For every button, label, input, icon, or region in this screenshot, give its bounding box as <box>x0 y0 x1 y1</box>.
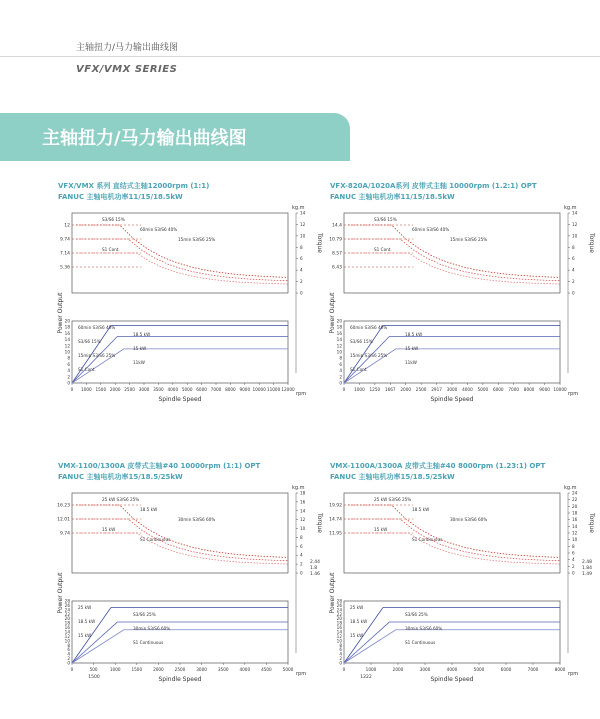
torque-left-tick: 6.43 <box>331 265 342 271</box>
power-annotation: 11kW <box>405 360 417 365</box>
torque-curve <box>348 519 560 561</box>
power-tick-label: 4 <box>67 368 70 374</box>
power-tick-label: 16 <box>64 330 70 336</box>
torque-curve <box>76 519 288 561</box>
torque-right-tick-label: 0 <box>300 290 303 296</box>
x-tick-label: 5000 <box>477 387 489 392</box>
power-annotation: 11kW <box>133 360 145 365</box>
x-tick-label: 3500 <box>217 667 229 672</box>
torque-left-tick: 5.36 <box>59 265 70 271</box>
rpm-unit: rpm <box>296 671 307 677</box>
x-tick-label: 2500 <box>124 387 135 392</box>
torque-right-tick-label: 14 <box>572 523 578 529</box>
chart-1 <box>58 181 328 403</box>
power-plot-frame <box>72 601 288 663</box>
power-curve <box>72 630 288 663</box>
chart-title-1: VFX/VMX 系列 直结式主轴12000rpm (1:1) <box>58 182 210 190</box>
torque-left-tick: 10.79 <box>329 237 342 243</box>
power-annotation: S1 Continuous <box>405 640 436 645</box>
power-tick-label: 20 <box>336 318 342 324</box>
chart-subtitle-1: FANUC 主轴电机功率11/15/18.5kW <box>58 193 183 201</box>
x-tick-label: 12000 <box>281 387 295 392</box>
torque-right-tick-label: 10 <box>572 537 578 543</box>
power-curve <box>72 608 288 663</box>
torque-axis-label: Torque <box>316 233 323 253</box>
x-tick-label: 10000 <box>553 387 567 392</box>
power-annotation: 15 kW <box>350 633 364 638</box>
x-tick-label: 1000 <box>354 387 365 392</box>
power-annotation: 18.5 kW <box>405 332 423 337</box>
torque-right-tick-label: 4 <box>300 267 303 273</box>
power-tick-label: 10 <box>64 349 70 355</box>
torque-annotation: S1 Cont. <box>374 247 392 252</box>
x-tick-label: 3000 <box>196 667 207 672</box>
power-tick-label: 6 <box>67 361 70 367</box>
power-annotation: 18.5 kW <box>78 619 96 624</box>
torque-right-tick-label: 6 <box>572 550 575 556</box>
power-tick-label: 28 <box>64 598 70 604</box>
power-tick-label: 0 <box>67 380 70 386</box>
torque-curve <box>76 239 288 281</box>
x-tick-label: 9000 <box>239 387 251 392</box>
torque-right-tick-label: 16 <box>572 517 578 523</box>
power-axis-label: Power Output <box>329 572 336 614</box>
power-curve <box>344 630 560 663</box>
power-plot-frame <box>344 601 560 663</box>
x-tick-label: 4000 <box>446 667 458 672</box>
power-annotation: 15 kW <box>78 633 92 638</box>
power-tick-label: 12 <box>336 343 342 349</box>
chart-subtitle-3: FANUC 主轴电机功率15/18.5/25kW <box>58 473 183 481</box>
power-tick-label: 22 <box>64 611 70 617</box>
power-tick-label: 6 <box>339 647 342 653</box>
power-plot-frame <box>72 321 288 383</box>
torque-right-tick-label: 22 <box>572 497 578 503</box>
power-tick-label: 2 <box>67 656 70 662</box>
torque-right-tick-label: 2 <box>300 561 303 567</box>
torque-annotation: 15 kW <box>102 527 116 532</box>
power-tick-label: 14 <box>64 337 70 343</box>
torque-right-tick-label: 16 <box>300 499 306 505</box>
torque-left-tick: 12.01 <box>57 517 70 523</box>
torque-left-tick: 19.92 <box>329 503 342 509</box>
x-tick-label: 1250 <box>369 387 381 392</box>
x-tick-label: 11000 <box>266 387 281 392</box>
x-tick-label: 6000 <box>492 387 504 392</box>
torque-axis-label: Torque <box>588 233 595 253</box>
power-tick-label: 12 <box>336 633 342 639</box>
power-tick-label: 16 <box>336 330 342 336</box>
torque-right-tick-label: 4 <box>572 557 575 563</box>
x-tick-label: 1667 <box>384 387 396 392</box>
rpm-unit: rpm <box>568 671 579 677</box>
torque-right-tick-label: 10 <box>300 233 306 239</box>
power-tick-label: 18 <box>64 620 70 626</box>
power-tick-label: 16 <box>64 625 70 631</box>
power-annotation: 15min S3/S6 25% <box>350 353 388 358</box>
x-axis-label: Spindle Speed <box>158 676 202 683</box>
x-tick-label: 1000 <box>109 667 121 672</box>
power-tick-label: 8 <box>339 642 342 648</box>
chart-plot-2 <box>330 203 600 403</box>
x-tick-label: 3000 <box>138 387 150 392</box>
torque-curve <box>348 239 560 281</box>
x-axis-label: Spindle Speed <box>158 396 202 403</box>
torque-right-tick-label: 6 <box>572 256 575 262</box>
x-tick-label: 2000 <box>392 667 404 672</box>
x-tick-label: 3500 <box>153 387 164 392</box>
power-tick-label: 12 <box>64 633 70 639</box>
power-curve <box>72 337 288 384</box>
power-curve <box>344 337 560 384</box>
torque-right-tick-label: 8 <box>300 534 303 540</box>
torque-annotation: 30min S3/S6 60% <box>450 517 488 522</box>
x-tick-label: 7000 <box>508 387 520 392</box>
power-annotation: S3/S6 25% <box>133 612 156 617</box>
x-tick-label: 0 <box>342 667 346 672</box>
torque-right-tick-label: 6 <box>300 543 303 549</box>
power-annotation: 18.5 kW <box>350 619 368 624</box>
x-tick-label: 8000 <box>554 667 566 672</box>
x-tick-label: 1000 <box>81 387 92 392</box>
page-title: 主轴扭力/马力输出曲线图 <box>42 128 247 149</box>
x-tick-label: 1500 <box>131 667 143 672</box>
x-tick-label: 1000 <box>365 667 377 672</box>
torque-right-tick-label: 18 <box>572 510 578 516</box>
torque-annotation: 60min S3/S6 40% <box>412 227 450 232</box>
x-tick-label: 5000 <box>181 387 193 392</box>
power-tick-label: 8 <box>339 355 342 361</box>
x-tick-label: 6000 <box>196 387 207 392</box>
x-tick-label: 2000 <box>153 667 164 672</box>
x-tick-label: 7000 <box>527 667 539 672</box>
power-tick-label: 18 <box>336 324 342 330</box>
power-tick-label: 4 <box>339 368 342 374</box>
x-tick-label: 8000 <box>225 387 236 392</box>
torque-right-tick-label: 12 <box>572 530 578 536</box>
power-tick-label: 16 <box>336 625 342 631</box>
power-tick-label: 2 <box>339 656 342 662</box>
torque-axis-label: Torque <box>316 513 323 533</box>
power-annotation: S1 Continuous <box>133 640 164 645</box>
power-tick-label: 4 <box>67 651 70 657</box>
torque-right-tick-label: 14 <box>300 210 306 216</box>
torque-right-tick-label: 0 <box>572 570 575 576</box>
torque-annotation: S1 Cont. <box>102 247 120 252</box>
torque-left-tick: 12 <box>64 223 70 229</box>
torque-right-tick-label: 12 <box>572 221 578 227</box>
torque-right-tick-label: 20 <box>572 503 578 509</box>
power-axis-label: Power Output <box>329 292 336 334</box>
x-tick-label: 4500 <box>261 667 272 672</box>
power-axis-label: Power Output <box>57 572 64 614</box>
torque-end-value: 1.84 <box>582 566 593 571</box>
torque-annotation: 15 kW <box>374 527 388 532</box>
power-annotation: S1 Cont. <box>350 367 368 372</box>
x-tick-label: 500 <box>89 667 98 672</box>
x-tick-label: 0 <box>342 387 346 392</box>
torque-right-tick-label: 8 <box>572 244 575 250</box>
kgm-unit: kg.m <box>564 485 577 491</box>
power-annotation: 30min S3/S6 60% <box>133 626 171 631</box>
torque-left-tick: 8.57 <box>331 251 342 257</box>
torque-annotation: 15min S3/S6 25% <box>178 237 216 242</box>
x-tick-label: 9000 <box>539 387 550 392</box>
torque-right-tick-label: 8 <box>300 244 303 250</box>
chart-plot-3 <box>58 483 328 683</box>
power-tick-label: 0 <box>339 380 342 386</box>
power-tick-label: 26 <box>336 602 342 608</box>
x-tick-label: 5000 <box>473 667 485 672</box>
torque-end-value: 2.48 <box>582 560 593 565</box>
power-annotation: 60min S3/S6 40% <box>350 325 388 330</box>
kgm-unit: kg.m <box>292 205 305 211</box>
torque-end-value: 1.49 <box>582 572 593 577</box>
power-tick-label: 28 <box>336 598 342 604</box>
rpm-unit: rpm <box>296 391 307 397</box>
chart-title-4: VMX-1100A/1300A 皮带式主轴#40 8000rpm (1.23:1) OPT <box>330 462 546 470</box>
power-annotation: 15 kW <box>405 346 419 351</box>
torque-annotation: 30min S3/S6 60% <box>178 517 216 522</box>
torque-left-tick: 9.74 <box>59 237 70 243</box>
x-marker-label: 1500 <box>88 675 100 680</box>
torque-left-tick: 14.74 <box>329 517 342 523</box>
x-axis-label: Spindle Speed <box>430 676 474 683</box>
x-marker-label: 1222 <box>360 675 372 680</box>
torque-annotation: S1 Continuous <box>412 537 443 542</box>
chart-2 <box>330 181 600 403</box>
x-tick-label: 10000 <box>252 387 266 392</box>
torque-annotation: 18.5 kW <box>140 507 158 512</box>
power-tick-label: 0 <box>67 660 70 666</box>
x-tick-label: 0 <box>70 667 74 672</box>
torque-right-tick-label: 18 <box>300 490 306 496</box>
power-tick-label: 18 <box>336 620 342 626</box>
power-tick-label: 10 <box>336 349 342 355</box>
torque-right-tick-label: 2 <box>300 279 303 285</box>
power-annotation: 15 kW <box>133 346 147 351</box>
power-annotation: 25 kW <box>350 605 364 610</box>
series-label: VFX/VMX SERIES <box>76 64 178 75</box>
power-annotation: 15min S3/S6 25% <box>78 353 116 358</box>
chart-subtitle-2: FANUC 主轴电机功率11/15/18.5kW <box>330 193 455 201</box>
power-tick-label: 6 <box>67 647 70 653</box>
power-tick-label: 22 <box>336 611 342 617</box>
torque-axis-label: Torque <box>588 513 595 533</box>
power-tick-label: 4 <box>339 651 342 657</box>
power-tick-label: 14 <box>64 629 70 635</box>
x-tick-label: 4000 <box>462 387 473 392</box>
x-tick-label: 1500 <box>95 387 107 392</box>
x-tick-label: 4000 <box>167 387 179 392</box>
chart-subtitle-4: FANUC 主轴电机功率15/18.5/25kW <box>330 473 455 481</box>
torque-right-tick-label: 4 <box>300 552 303 558</box>
torque-left-tick: 9.74 <box>59 531 70 537</box>
x-axis-label: Spindle Speed <box>430 396 474 403</box>
power-tick-label: 2 <box>67 374 70 380</box>
torque-left-tick: 16.23 <box>57 503 70 509</box>
power-annotation: S1 Cont. <box>78 367 96 372</box>
torque-annotation: 15min S3/S6 25% <box>450 237 488 242</box>
x-tick-label: 5000 <box>282 667 294 672</box>
power-axis-label: Power Output <box>57 292 64 334</box>
chart-3 <box>58 461 328 683</box>
power-tick-label: 0 <box>339 660 342 666</box>
power-tick-label: 10 <box>64 638 70 644</box>
torque-right-tick-label: 4 <box>572 267 575 273</box>
torque-annotation: S3/S6 15% <box>102 217 125 222</box>
power-tick-label: 6 <box>339 361 342 367</box>
power-annotation: 30min S3/S6 60% <box>405 626 443 631</box>
power-tick-label: 20 <box>336 616 342 622</box>
torque-annotation: S1 Continuous <box>140 537 171 542</box>
power-tick-label: 20 <box>64 318 70 324</box>
power-tick-label: 24 <box>64 607 70 613</box>
power-tick-label: 8 <box>67 642 70 648</box>
breadcrumb: 主轴扭力/马力输出曲线图 <box>76 43 179 53</box>
x-tick-label: 4000 <box>239 667 251 672</box>
torque-right-tick-label: 14 <box>572 210 578 216</box>
power-tick-label: 8 <box>67 355 70 361</box>
x-tick-label: 2000 <box>109 387 121 392</box>
torque-right-tick-label: 0 <box>572 290 575 296</box>
torque-right-tick-label: 14 <box>300 508 306 514</box>
x-tick-label: 2500 <box>174 667 186 672</box>
torque-right-tick-label: 2 <box>572 563 575 569</box>
torque-right-tick-label: 10 <box>300 526 306 532</box>
torque-left-tick: 11.95 <box>329 531 342 537</box>
power-annotation: 18.5 kW <box>133 332 151 337</box>
x-tick-label: 0 <box>70 387 74 392</box>
x-tick-label: 3000 <box>419 667 431 672</box>
chart-plot-4 <box>330 483 600 683</box>
power-curve <box>344 608 560 663</box>
power-annotation: 25 kW <box>78 605 92 610</box>
power-tick-label: 24 <box>336 607 342 613</box>
power-annotation: 60min S3/S6 40% <box>78 325 116 330</box>
torque-end-value: 1.46 <box>310 572 321 577</box>
torque-right-tick-label: 10 <box>572 233 578 239</box>
power-plot-frame <box>344 321 560 383</box>
x-tick-label: 6000 <box>500 667 512 672</box>
x-tick-label: 8000 <box>523 387 535 392</box>
x-tick-label: 2500 <box>415 387 427 392</box>
torque-right-tick-label: 8 <box>572 543 575 549</box>
power-tick-label: 10 <box>336 638 342 644</box>
torque-end-value: 1.8 <box>310 566 318 571</box>
power-tick-label: 18 <box>64 324 70 330</box>
torque-right-tick-label: 0 <box>300 570 303 576</box>
chart-plot-1 <box>58 203 328 403</box>
kgm-unit: kg.m <box>292 485 305 491</box>
power-tick-label: 12 <box>64 343 70 349</box>
x-tick-label: 3000 <box>446 387 458 392</box>
torque-right-tick-label: 2 <box>572 279 575 285</box>
chart-title-2: VFX-820A/1020A系列 皮带式主轴 10000rpm (1.2:1) OPT <box>330 182 537 190</box>
torque-right-tick-label: 6 <box>300 256 303 262</box>
torque-right-tick-label: 24 <box>572 490 578 496</box>
x-tick-label: 7000 <box>210 387 222 392</box>
torque-left-tick: 7.14 <box>59 251 70 257</box>
torque-annotation: 25 kW S3/S6 25% <box>374 497 412 502</box>
power-tick-label: 20 <box>64 616 70 622</box>
rpm-unit: rpm <box>568 391 579 397</box>
power-annotation: S3/S6 15% <box>78 339 101 344</box>
power-tick-label: 2 <box>339 374 342 380</box>
torque-right-tick-label: 12 <box>300 517 306 523</box>
power-tick-label: 14 <box>336 337 342 343</box>
power-annotation: S3/S6 15% <box>350 339 373 344</box>
power-tick-label: 26 <box>64 602 70 608</box>
torque-end-value: 2.44 <box>310 560 321 565</box>
kgm-unit: kg.m <box>564 205 577 211</box>
chart-title-3: VMX-1100/1300A 皮带式主轴#40 10000rpm (1:1) OPT <box>58 462 261 470</box>
header-divider <box>0 56 600 57</box>
power-annotation: S3/S6 25% <box>405 612 428 617</box>
torque-annotation: 25 kW S3/S6 25% <box>102 497 140 502</box>
chart-4 <box>330 461 600 683</box>
x-tick-label: 2917 <box>431 387 442 392</box>
torque-annotation: 18.5 kW <box>412 507 430 512</box>
torque-annotation: S3/S6 15% <box>374 217 397 222</box>
x-tick-label: 2000 <box>400 387 412 392</box>
torque-left-tick: 14.4 <box>331 223 342 229</box>
power-tick-label: 14 <box>336 629 342 635</box>
torque-right-tick-label: 12 <box>300 221 306 227</box>
torque-annotation: 60min S3/S6 40% <box>140 227 178 232</box>
